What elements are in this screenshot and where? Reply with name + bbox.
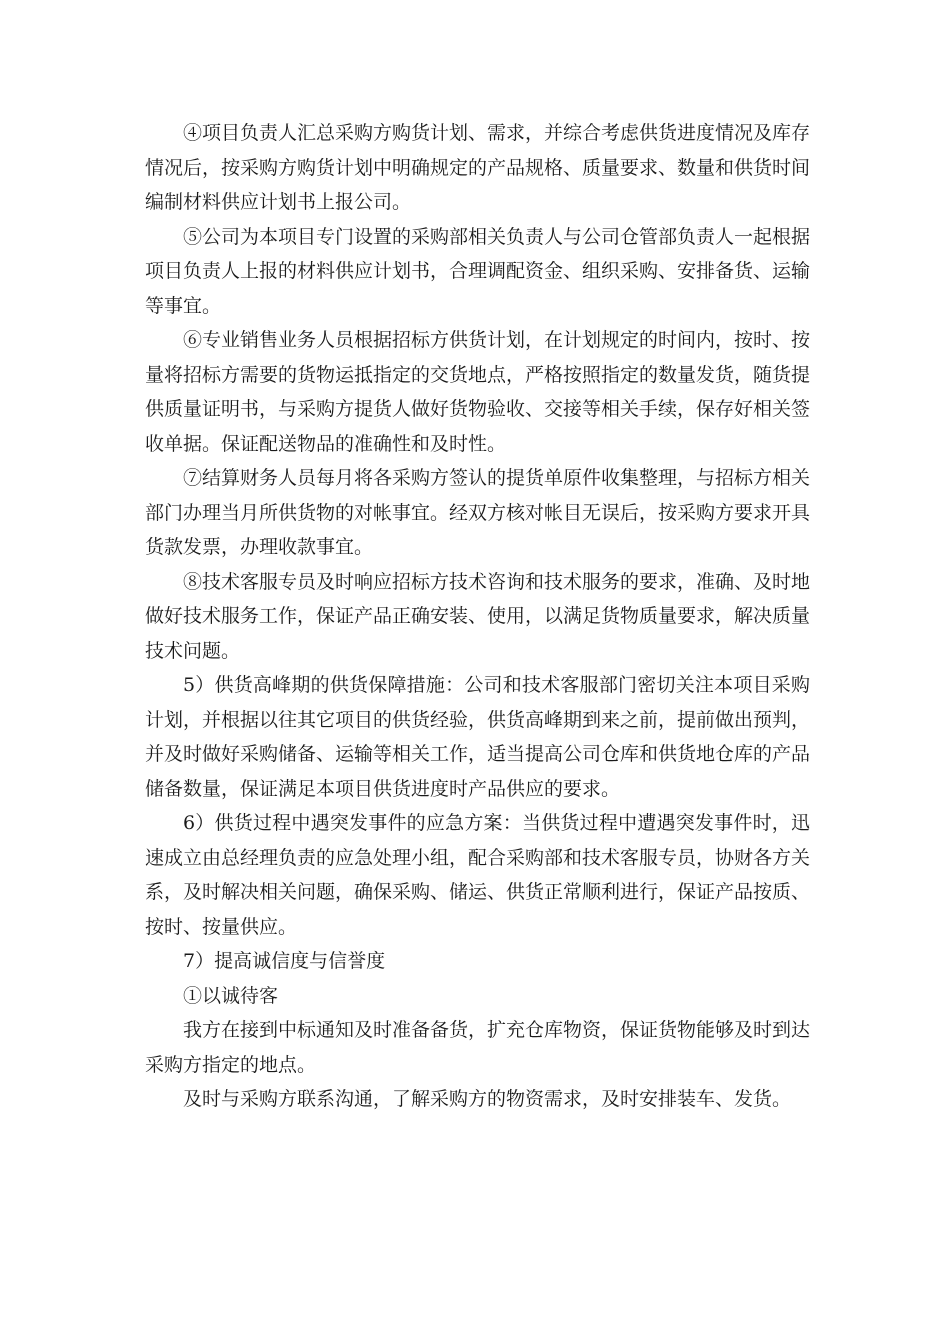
paragraph-project-lead-plan: ④项目负责人汇总采购方购货计划、需求，并综合考虑供货进度情况及库存情况后，按采购方购货计划中明确规定的产品规格、质量要求、数量和供货时间编制材料供应计划书上报公司。	[145, 122, 811, 213]
paragraph-peak-supply: 5）供货高峰期的供货保障措施：公司和技术客服部门密切关注本项目采购计划，并根据以往其它项目的供货经验，供货高峰期到来之前，提前做出预判，并及时做好采购储备、运输等相关工作，适当提高公司仓库和供货地仓库的产品储备数量，保证满足本项目供货进度时产品供应的要求。	[145, 674, 811, 800]
paragraph-emergency-plan: 6）供货过程中遇突发事件的应急方案：当供货过程中遭遇突发事件时，迅速成立由总经理负责的应急处理小组，配合采购部和技术客服专员，协财各方关系，及时解决相关问题，确保采购、储运、供货正常顺利进行，保证产品按质、按时、按量供应。	[145, 812, 811, 938]
subheading-sincerity: ①以诚待客	[183, 984, 279, 1007]
paragraph-procurement-dept: ⑤公司为本项目专门设置的采购部相关负责人与公司仓管部负责人一起根据项目负责人上报的材料供应计划书，合理调配资金、组织采购、安排备货、运输等事宜。	[145, 225, 811, 317]
paragraph-communication: 及时与采购方联系沟通，了解采购方的物资需求，及时安排装车、发货。	[183, 1088, 792, 1110]
paragraph-tech-support: ⑧技术客服专员及时响应招标方技术咨询和技术服务的要求，准确、及时地做好技术服务工作，保证产品正确安装、使用，以满足货物质量要求，解决质量技术问题。	[145, 570, 811, 662]
paragraph-stock-prep: 我方在接到中标通知及时准备备货，扩充仓库物资，保证货物能够及时到达采购方指定的地点。	[145, 1019, 811, 1076]
paragraph-sales-delivery: ⑥专业销售业务人员根据招标方供货计划，在计划规定的时间内，按时、按量将招标方需要的货物运抵指定的交货地点，严格按照指定的数量发货，随货提供质量证明书，与采购方提货人做好货物验收、交接等相关手续，保存好相关签收单据。保证配送物品的准确性和及时性。	[145, 329, 811, 455]
heading-credibility: 7）提高诚信度与信誉度	[183, 950, 386, 972]
paragraph-finance-settlement: ⑦结算财务人员每月将各采购方签认的提货单原件收集整理，与招标方相关部门办理当月所供货物的对帐事宜。经双方核对帐目无误后，按采购方要求开具货款发票，办理收款事宜。	[145, 467, 811, 558]
document-body	[145, 116, 810, 1117]
